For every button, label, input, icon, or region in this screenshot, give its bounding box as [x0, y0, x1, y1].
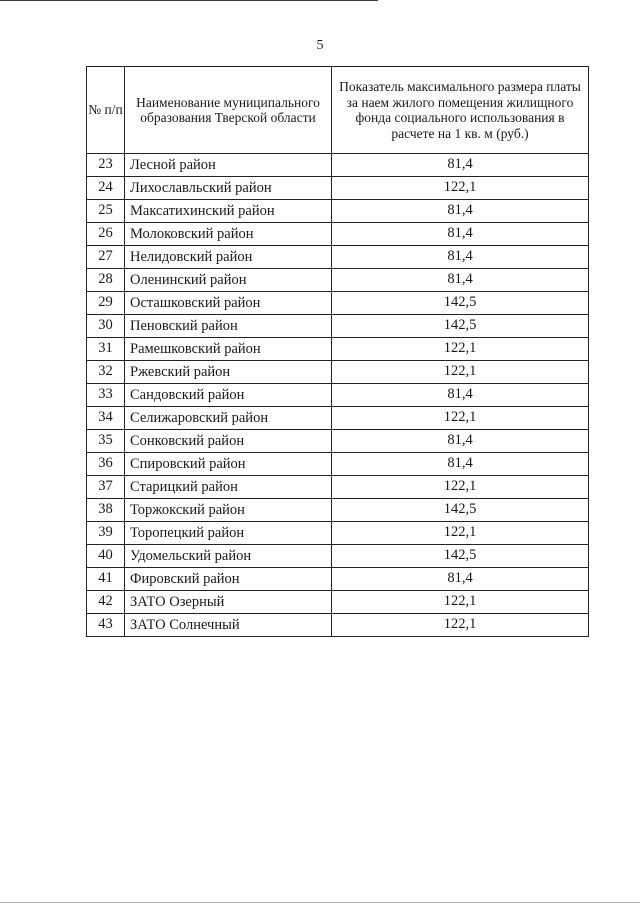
row-number: 29: [87, 292, 125, 315]
scan-edge-line-bottom: [0, 902, 640, 903]
row-number: 36: [87, 453, 125, 476]
municipality-name: Нелидовский район: [125, 246, 332, 269]
rent-rate-value: 81,4: [332, 154, 589, 177]
table-row: [87, 476, 589, 499]
row-number: 25: [87, 200, 125, 223]
municipality-name: Лихославльский район: [125, 177, 332, 200]
table-row: [87, 614, 589, 637]
header-number: № п/п: [87, 67, 125, 154]
row-number: 43: [87, 614, 125, 637]
table-row: [87, 499, 589, 522]
municipality-name: Старицкий район: [125, 476, 332, 499]
municipality-name: Торжокский район: [125, 499, 332, 522]
row-number: 27: [87, 246, 125, 269]
rent-rate-value: 122,1: [332, 338, 589, 361]
rent-rate-value: 81,4: [332, 568, 589, 591]
rent-rate-value: 81,4: [332, 430, 589, 453]
table-row: [87, 384, 589, 407]
table-row: [87, 453, 589, 476]
rent-rate-value: 122,1: [332, 407, 589, 430]
table-row: [87, 545, 589, 568]
table-row: [87, 292, 589, 315]
rent-rate-value: 122,1: [332, 522, 589, 545]
municipality-name: Молоковский район: [125, 223, 332, 246]
table-row: [87, 177, 589, 200]
municipality-name: ЗАТО Солнечный: [125, 614, 332, 637]
table-row: [87, 522, 589, 545]
row-number: 30: [87, 315, 125, 338]
table-row: [87, 430, 589, 453]
rent-rate-value: 142,5: [332, 292, 589, 315]
row-number: 35: [87, 430, 125, 453]
municipality-name: Лесной район: [125, 154, 332, 177]
rent-rate-value: 81,4: [332, 223, 589, 246]
page-number: 5: [316, 38, 324, 53]
table-row: [87, 223, 589, 246]
row-number: 41: [87, 568, 125, 591]
table-row: [87, 338, 589, 361]
municipality-name: Максатихинский район: [125, 200, 332, 223]
municipality-name: Торопецкий район: [125, 522, 332, 545]
row-number: 39: [87, 522, 125, 545]
table-body: [87, 154, 589, 637]
rent-rate-value: 122,1: [332, 177, 589, 200]
header-max-rent-rate: Показатель максимального размера платы за наем жилого помещения жилищного фонда социального использования в расчете на 1 кв. м (руб.): [332, 67, 589, 154]
rent-rate-value: 81,4: [332, 384, 589, 407]
rent-rate-value: 81,4: [332, 246, 589, 269]
municipality-name: Рамешковский район: [125, 338, 332, 361]
municipality-name: Ржевский район: [125, 361, 332, 384]
rent-rate-value: 122,1: [332, 361, 589, 384]
rent-rate-value: 142,5: [332, 499, 589, 522]
rent-rate-value: 142,5: [332, 545, 589, 568]
table-row: [87, 154, 589, 177]
municipality-name: Фировский район: [125, 568, 332, 591]
rent-rate-table: [86, 66, 589, 637]
row-number: 38: [87, 499, 125, 522]
rent-rate-value: 142,5: [332, 315, 589, 338]
rent-rate-value: 81,4: [332, 453, 589, 476]
municipality-name: Спировский район: [125, 453, 332, 476]
municipality-name: Оленинский район: [125, 269, 332, 292]
municipality-name: ЗАТО Озерный: [125, 591, 332, 614]
table-row: [87, 269, 589, 292]
table-row: [87, 407, 589, 430]
municipality-name: Осташковский район: [125, 292, 332, 315]
municipality-name: Пеновский район: [125, 315, 332, 338]
table-row: [87, 568, 589, 591]
row-number: 42: [87, 591, 125, 614]
rent-rate-value: 122,1: [332, 614, 589, 637]
row-number: 26: [87, 223, 125, 246]
rent-rate-value: 122,1: [332, 591, 589, 614]
table-row: [87, 315, 589, 338]
table-row: [87, 200, 589, 223]
row-number: 24: [87, 177, 125, 200]
table-row: [87, 591, 589, 614]
table-row: [87, 246, 589, 269]
row-number: 33: [87, 384, 125, 407]
table-header-row: [87, 67, 589, 154]
rent-rate-value: 81,4: [332, 200, 589, 223]
row-number: 31: [87, 338, 125, 361]
row-number: 34: [87, 407, 125, 430]
row-number: 23: [87, 154, 125, 177]
row-number: 28: [87, 269, 125, 292]
row-number: 37: [87, 476, 125, 499]
table-row: [87, 361, 589, 384]
municipality-name: Селижаровский район: [125, 407, 332, 430]
rent-rate-value: 81,4: [332, 269, 589, 292]
header-municipality-name: Наименование муниципального образования Тверской области: [125, 67, 332, 154]
row-number: 40: [87, 545, 125, 568]
municipality-name: Сонковский район: [125, 430, 332, 453]
rent-rate-value: 122,1: [332, 476, 589, 499]
municipality-name: Сандовский район: [125, 384, 332, 407]
municipality-name: Удомельский район: [125, 545, 332, 568]
scan-edge-line-top: [0, 0, 378, 1]
row-number: 32: [87, 361, 125, 384]
